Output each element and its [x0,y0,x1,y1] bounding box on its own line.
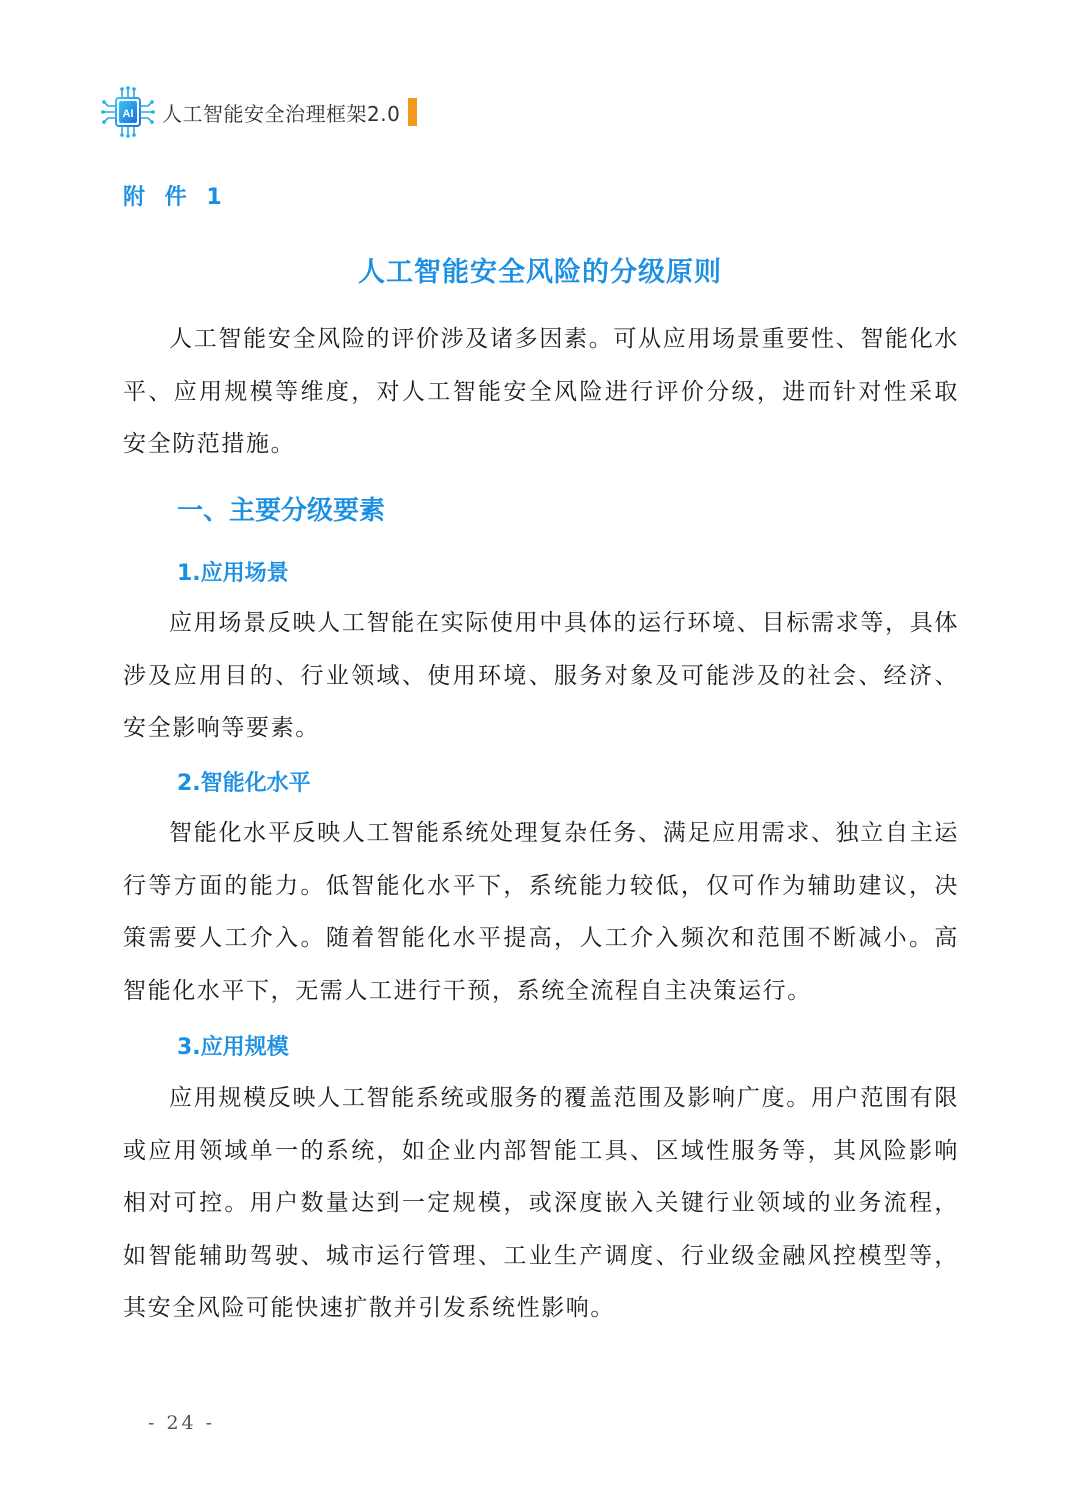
ai-chip-icon [100,86,156,138]
paragraph-intelligence-level: 智能化水平反映人工智能系统处理复杂任务、满足应用需求、独立自主运行等方面的能力。低智能化水平下，系统能力较低，仅可作为辅助建议，决策需要人工介入。随着智能化水平提高，人工介入频次和范围不断减小。高智能化水平下，无需人工进行干预，系统全流程自主决策运行。 [123,820,959,1004]
page-header [100,86,417,138]
intro-paragraph: 人工智能安全风险的评价涉及诸多因素。可从应用场景重要性、智能化水平、应用规模等维度，对人工智能安全风险进行评价分级，进而针对性采取安全防范措施。 [123,326,959,457]
paragraph-application-scenario: 应用场景反映人工智能在实际使用中具体的运行环境、目标需求等，具体涉及应用目的、行业领域、使用环境、服务对象及可能涉及的社会、经济、安全影响等要素。 [123,610,959,741]
attachment-label: 附 件 1 [123,185,228,210]
paragraph-application-scale: 应用规模反映人工智能系统或服务的覆盖范围及影响广度。用户范围有限或应用领域单一的系统，如企业内部智能工具、区域性服务等，其风险影响相对可控。用户数量达到一定规模，或深度嵌入关键行业领域的业务流程，如智能辅助驾驶、城市运行管理、工业生产调度、行业级金融风控模型等，其安全风险可能快速扩散并引发系统性影响。 [123,1085,959,1321]
subsection-heading-intelligence-level: 2.智能化水平 [177,771,311,796]
header-title: 人工智能安全治理框架2.0 [162,101,401,126]
header-accent-bar [408,98,417,126]
document-title: 人工智能安全风险的分级原则 [358,257,722,288]
subsection-heading-application-scale: 3.应用规模 [177,1035,289,1060]
page-number: - 24 - [148,1412,216,1434]
section-heading: 一、主要分级要素 [177,496,386,526]
logo-text: AI [122,108,134,120]
subsection-heading-application-scenario: 1.应用场景 [177,561,289,586]
